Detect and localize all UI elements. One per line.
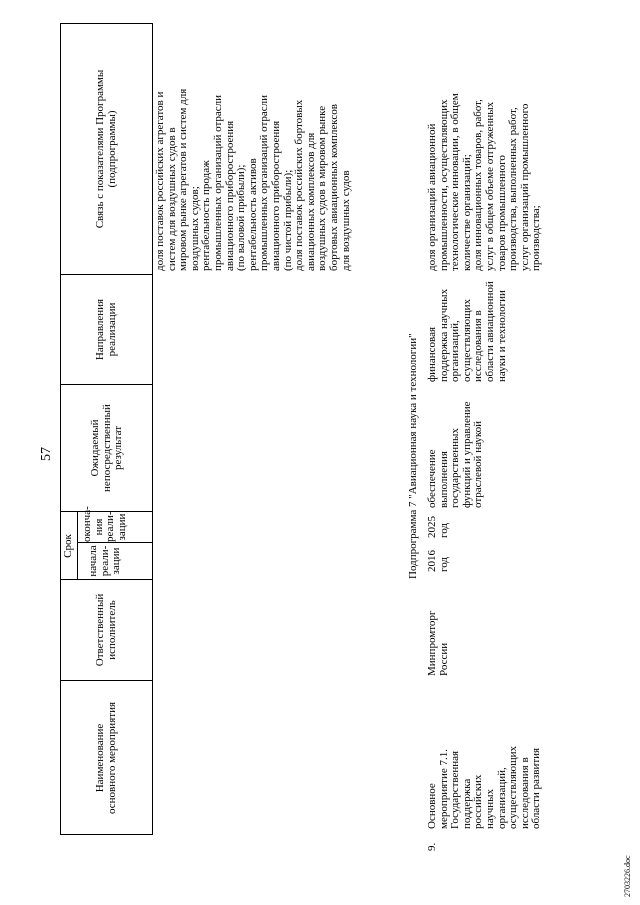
row-directions: финансовая поддержка научных организаций, осуществляющих исследования в области авиационной науки и технологии bbox=[426, 281, 508, 382]
col-divider-6 bbox=[60, 274, 153, 275]
subprogram-title: Подпрограмма 7 "Авиационная наука и технологии" bbox=[407, 333, 419, 579]
header-result: Ожидаемый непосредственный результат bbox=[89, 404, 125, 492]
row-end: 2025 год bbox=[426, 516, 450, 538]
header-directions: Направления реализации bbox=[94, 298, 118, 361]
table-border-right bbox=[60, 23, 153, 24]
table-header-bottom bbox=[152, 23, 153, 835]
header-end: оконча- ния реали- зации bbox=[81, 506, 128, 542]
header-links: Связь с показателями Программы (подпрограммы) bbox=[94, 69, 118, 229]
row-executor: Минпромторг России bbox=[426, 610, 450, 676]
row-name: Основное мероприятие 7.1. Государственная поддержка российских научных организаций, осуществляющих исследования в области развития bbox=[426, 746, 543, 829]
col-divider-5 bbox=[60, 384, 153, 385]
header-executor: Ответственный исполнитель bbox=[94, 593, 118, 667]
table-border-left bbox=[60, 834, 153, 835]
col-divider-2 bbox=[60, 579, 153, 580]
header-term: Срок bbox=[62, 534, 74, 558]
table-border-top bbox=[60, 23, 61, 835]
page-number: 57 bbox=[39, 447, 54, 461]
row-number: 9. bbox=[426, 842, 438, 851]
term-bottom-line bbox=[77, 512, 78, 580]
row-start: 2016 год bbox=[426, 550, 450, 572]
col-divider-1 bbox=[60, 680, 153, 681]
continued-links-cell: доля поставок российских агрегатов и систем для воздушных судов в мировом рынке агрегатов и систем для воздушных судов; рентабельность продаж промышленных организаций отрасли авиационного приборостроения (по валовой прибыли); рентабельность активов промышленных организаций отрасли авиационного приборостроения (по чистой прибыли); доля поставок российских бортовых авиационных комплексов для воздушных судов в мировом рынке бортовых авиационных комплексов для воздушных судов bbox=[154, 88, 352, 271]
row-result: обеспечение выполнения государственных функций и управление отраслевой наукой bbox=[426, 401, 485, 508]
row-links: доля организаций авиационной промышленности, осуществляющих технологические инновации, в общем количестве организаций; доля инновационных товаров, работ, услуг в общем объеме отгруженных товаров промышленного производства, выполненных работ, услуг организаций промышленного производства; bbox=[426, 93, 543, 271]
header-start: начала реали- зации bbox=[87, 545, 123, 577]
footer-filename: 2703226.doc bbox=[623, 855, 632, 897]
header-name: Наименование основного мероприятия bbox=[94, 701, 118, 815]
